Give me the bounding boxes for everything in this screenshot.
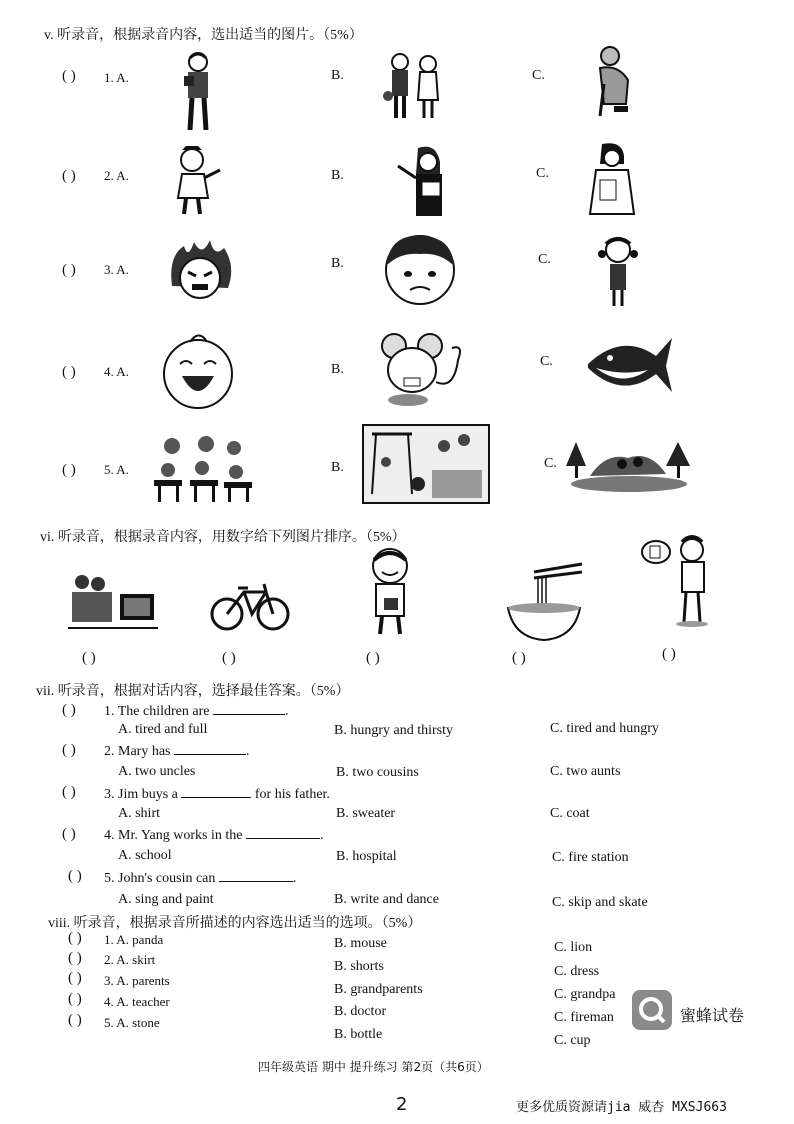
answer-paren[interactable]: ( ): [62, 742, 76, 758]
option-b[interactable]: B. hospital: [336, 849, 397, 864]
watermark-logo-icon: [632, 990, 672, 1030]
answer-paren[interactable]: ( ): [68, 970, 82, 986]
answer-paren[interactable]: ( ): [512, 650, 526, 666]
answer-paren[interactable]: ( ): [68, 868, 82, 884]
option-b[interactable]: B. sweater: [336, 806, 396, 821]
option-c-label: C.: [544, 456, 557, 471]
question-number: 4. A.: [104, 364, 129, 379]
answer-paren[interactable]: ( ): [662, 646, 676, 662]
option-c[interactable]: C. grandpa: [554, 987, 616, 1002]
option-b[interactable]: B. doctor: [334, 1004, 387, 1019]
shark-icon: [582, 328, 674, 402]
stem-text: 1. The children are: [104, 704, 210, 719]
answer-blank[interactable]: [213, 702, 285, 715]
stem-end: for his father.: [254, 787, 330, 802]
option-b-label: B.: [331, 460, 344, 475]
stem-end: .: [246, 744, 250, 759]
option-a[interactable]: A. two uncles: [118, 764, 196, 779]
answer-paren[interactable]: ( ): [68, 950, 82, 966]
promo-text: 更多优质资源请jia 威杏 MXSJ663: [516, 1100, 727, 1115]
family-icon: [380, 50, 448, 120]
answer-paren[interactable]: ( ): [68, 930, 82, 946]
classroom-icon: [150, 434, 256, 504]
option-c[interactable]: C. fire station: [552, 850, 629, 865]
option-b-label: B.: [331, 256, 344, 271]
thirsty-boy-icon: [640, 530, 716, 630]
nurse-icon: [168, 146, 224, 216]
question-stem: [104, 702, 288, 720]
happy-girl-icon: [596, 234, 640, 308]
question-stem: [104, 742, 250, 760]
angry-face-icon: [164, 236, 236, 306]
option-c[interactable]: C. tired and hungry: [550, 721, 659, 736]
sad-face-icon: [380, 232, 460, 308]
page-footer: 四年级英语 期中 提升练习 第2页（共6页）: [258, 1060, 489, 1074]
answer-blank[interactable]: [219, 869, 293, 882]
option-a[interactable]: A. sing and paint: [118, 892, 214, 907]
option-b[interactable]: B. hungry and thirsty: [334, 723, 453, 738]
noodles-icon: [504, 560, 584, 642]
answer-paren[interactable]: ( ): [366, 650, 380, 666]
stem-text: 2. Mary has: [104, 744, 171, 759]
watermark-text: 蜜蜂试卷: [680, 1006, 745, 1025]
answer-paren[interactable]: ( ): [62, 262, 76, 278]
question-number: 2. A.: [104, 168, 129, 183]
option-c-label: C.: [536, 166, 549, 181]
option-c[interactable]: C. dress: [554, 964, 600, 979]
grandma-icon: [588, 44, 644, 120]
option-a[interactable]: 3. A. parents: [104, 973, 170, 988]
section-8-title: viii. 听录音，根据录音所描述的内容选出适当的选项。（5%）: [48, 916, 422, 931]
option-a[interactable]: 2. A. skirt: [104, 952, 156, 967]
option-c-label: C.: [532, 68, 545, 83]
option-a[interactable]: 1. A. panda: [104, 932, 164, 947]
bicycle-icon: [210, 578, 290, 632]
option-a[interactable]: A. shirt: [118, 806, 160, 821]
option-c[interactable]: C. skip and skate: [552, 895, 648, 910]
mouse-toy-icon: [378, 330, 470, 408]
option-c-label: C.: [538, 252, 551, 267]
question-stem: [104, 869, 296, 887]
teacher-icon: [396, 144, 458, 218]
option-a[interactable]: A. school: [118, 848, 172, 863]
option-b[interactable]: B. mouse: [334, 936, 387, 951]
answer-paren[interactable]: ( ): [62, 68, 76, 84]
stem-text: 5. John's cousin can: [104, 871, 216, 886]
question-number: 3. A.: [104, 262, 129, 277]
question-number: 5. A.: [104, 462, 129, 477]
answer-blank[interactable]: [246, 826, 320, 839]
stem-text: 4. Mr. Yang works in the: [104, 828, 243, 843]
laughing-baby-icon: [158, 330, 238, 410]
page-number: 2: [396, 1094, 408, 1115]
option-b-label: B.: [331, 168, 344, 183]
answer-blank[interactable]: [174, 742, 246, 755]
answer-paren[interactable]: ( ): [62, 168, 76, 184]
option-c[interactable]: C. fireman: [554, 1010, 614, 1025]
option-a[interactable]: A. tired and full: [118, 722, 208, 737]
option-b-label: B.: [331, 362, 344, 377]
park-icon: [566, 436, 692, 494]
option-a[interactable]: 4. A. teacher: [104, 994, 170, 1009]
answer-paren[interactable]: ( ): [62, 702, 76, 718]
option-b[interactable]: B. bottle: [334, 1027, 383, 1042]
option-b[interactable]: B. grandparents: [334, 982, 423, 997]
option-c[interactable]: C. cup: [554, 1033, 591, 1048]
question-stem: [104, 785, 330, 803]
boy-icon: [362, 546, 418, 638]
section-5-title: v. 听录音，根据录音内容，选出适当的图片。（5%）: [44, 28, 363, 43]
question-number: 1. A.: [104, 70, 129, 85]
stem-end: .: [292, 871, 297, 886]
answer-paren[interactable]: ( ): [222, 650, 236, 666]
answer-paren[interactable]: ( ): [62, 826, 76, 842]
option-a[interactable]: 5. A. stone: [104, 1015, 160, 1030]
stem-end: .: [284, 704, 289, 719]
option-c-label: C.: [540, 354, 553, 369]
question-stem: [104, 826, 323, 844]
option-c[interactable]: C. coat: [550, 806, 590, 821]
answer-paren[interactable]: ( ): [62, 364, 76, 380]
answer-blank[interactable]: [181, 785, 251, 798]
answer-paren[interactable]: ( ): [68, 1012, 82, 1028]
doctor-icon: [586, 142, 640, 216]
dad-and-child-icon: [176, 50, 220, 134]
answer-paren[interactable]: ( ): [68, 991, 82, 1007]
answer-paren[interactable]: ( ): [62, 784, 76, 800]
stem-text: 3. Jim buys a: [104, 787, 178, 802]
option-c[interactable]: C. two aunts: [550, 764, 621, 779]
option-b[interactable]: B. write and dance: [334, 892, 439, 907]
section-7-title: vii. 听录音，根据对话内容，选择最佳答案。（5%）: [36, 684, 350, 699]
watching-tv-icon: [68, 572, 158, 632]
answer-paren[interactable]: ( ): [82, 650, 96, 666]
section-6-title: vi. 听录音，根据录音内容，用数字给下列图片排序。（5%）: [40, 530, 406, 545]
stem-end: .: [319, 828, 324, 843]
option-b-label: B.: [331, 68, 344, 83]
option-b[interactable]: B. shorts: [334, 959, 384, 974]
answer-paren[interactable]: ( ): [62, 462, 76, 478]
option-c[interactable]: C. lion: [554, 940, 593, 955]
option-b[interactable]: B. two cousins: [336, 765, 419, 780]
playground-icon: [362, 424, 490, 504]
